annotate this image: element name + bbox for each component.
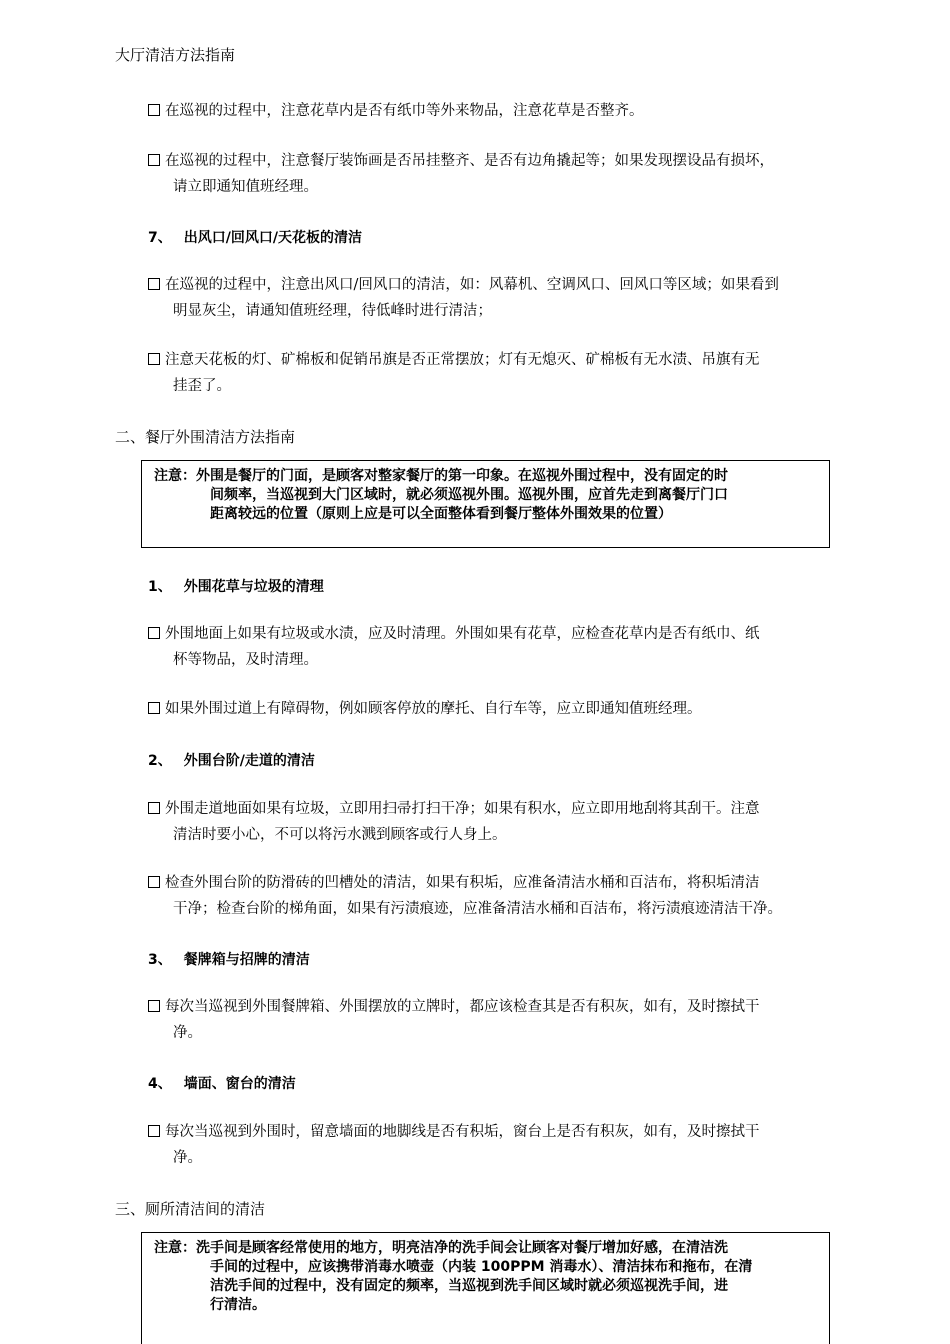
section-title: 三、厕所清洁间的清洁 <box>115 1200 266 1218</box>
section-title: 二、餐厅外围清洁方法指南 <box>115 428 296 446</box>
checkbox-icon <box>148 353 160 365</box>
checkbox-icon <box>148 1000 160 1012</box>
note-label: 注意： <box>154 468 196 484</box>
list-item: 在巡视的过程中，注意餐厅装饰画是否吊挂整齐、是否有边角撬起等；如果发现摆设品有损坏， 请立即通知值班经理。 <box>148 148 848 200</box>
list-item: 如果外围过道上有障碍物，例如顾客停放的摩托、自行车等，应立即通知值班经理。 <box>148 696 848 722</box>
subsection-heading: 1、 外围花草与垃圾的清理 <box>148 579 324 595</box>
list-item: 检查外围台阶的防滑砖的凹槽处的清洁，如果有积垢，应准备清洁水桶和百洁布，将积垢清洁 干净；检查台阶的梯角面，如果有污渍痕迹，应准备清洁水桶和百洁布，将污渍痕迹清洁干净。 <box>148 870 858 922</box>
checkbox-icon <box>148 278 160 290</box>
subsection-heading: 4、 墙面、窗台的清洁 <box>148 1076 296 1092</box>
checkbox-icon <box>148 802 160 814</box>
note-box: 注意：洗手间是顾客经常使用的地方，明亮洁净的洗手间会让顾客对餐厅增加好感，在清洁洗 手间的过程中，应该携带消毒水喷壶（内装 100PPM 消毒水）、清洁抹布和拖布，在清 洁洗手间的过程中，没有固定的频率，当巡视到洗手间区域时就必须巡视洗手间，进 行清洁。 <box>141 1232 830 1344</box>
subsection-heading: 3、 餐牌箱与招牌的清洁 <box>148 952 310 968</box>
list-item: 在巡视的过程中，注意出风口/回风口的清洁，如：风幕机、空调风口、回风口等区域；如果看到 明显灰尘，请通知值班经理，待低峰时进行清洁； <box>148 272 848 324</box>
list-item: 注意天花板的灯、矿棉板和促销吊旗是否正常摆放；灯有无熄灭、矿棉板有无水渍、吊旗有无 挂歪了。 <box>148 347 848 399</box>
checkbox-icon <box>148 104 160 116</box>
checkbox-icon <box>148 154 160 166</box>
list-item: 每次当巡视到外围时，留意墙面的地脚线是否有积垢，窗台上是否有积灰，如有，及时擦拭干 净。 <box>148 1119 848 1171</box>
list-item: 在巡视的过程中，注意花草内是否有纸巾等外来物品，注意花草是否整齐。 <box>148 98 848 124</box>
list-item: 每次当巡视到外围餐牌箱、外围摆放的立牌时，都应该检查其是否有积灰，如有，及时擦拭干 净。 <box>148 994 848 1046</box>
checkbox-icon <box>148 876 160 888</box>
subsection-heading: 7、 出风口/回风口/天花板的清洁 <box>148 230 362 246</box>
subsection-heading: 2、 外围台阶/走道的清洁 <box>148 753 315 769</box>
checkbox-icon <box>148 702 160 714</box>
note-box: 注意：外围是餐厅的门面，是顾客对整家餐厅的第一印象。在巡视外围过程中，没有固定的时 间频率，当巡视到大门区域时，就必须巡视外围。巡视外围，应首先走到离餐厅门口 距离较远的位置（原则上应是可以全面整体看到餐厅整体外围效果的位置） <box>141 460 830 548</box>
page-header: 大厅清洁方法指南 <box>115 46 236 64</box>
note-label: 注意： <box>154 1240 196 1256</box>
list-item: 外围走道地面如果有垃圾，立即用扫帚打扫干净；如果有积水，应立即用地刮将其刮干。注意 清洁时要小心，不可以将污水溅到顾客或行人身上。 <box>148 796 848 848</box>
checkbox-icon <box>148 1125 160 1137</box>
checkbox-icon <box>148 627 160 639</box>
list-item: 外围地面上如果有垃圾或水渍，应及时清理。外围如果有花草，应检查花草内是否有纸巾、纸 杯等物品，及时清理。 <box>148 621 848 673</box>
